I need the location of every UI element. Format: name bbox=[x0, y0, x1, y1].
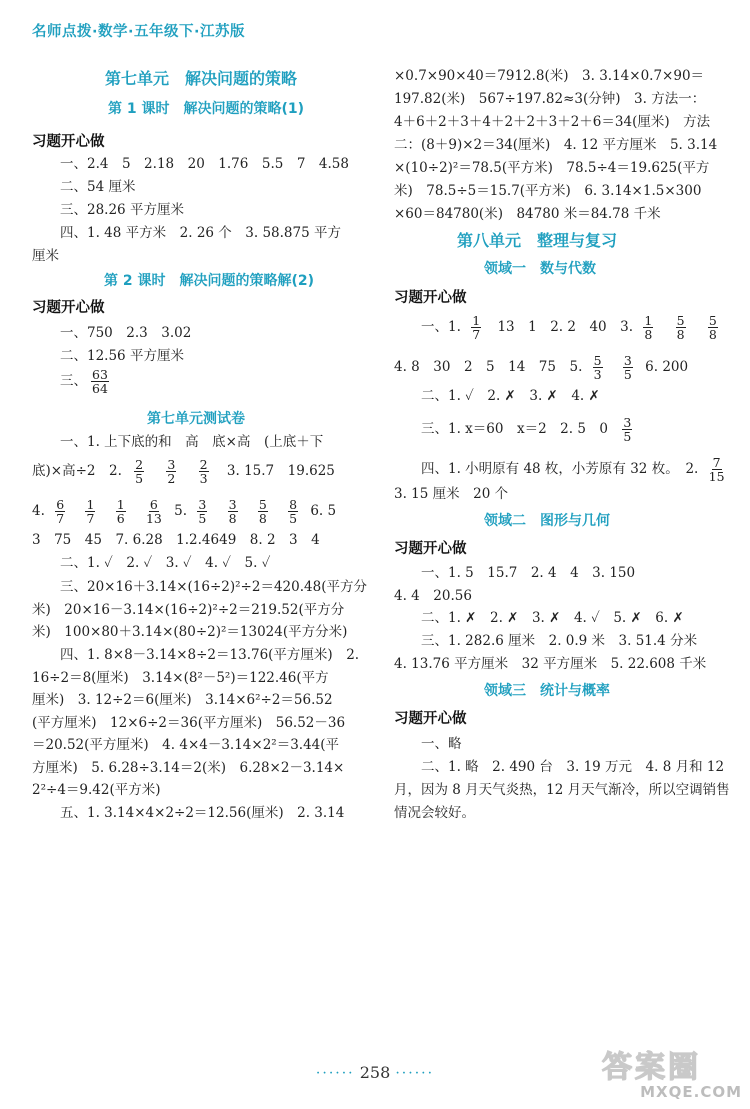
answer-line: 4. 13.76 平方厘米 32 平方厘米 5. 22.608 千米 bbox=[394, 656, 707, 672]
answer-line: 厘米) 3. 12÷2＝6(厘米) 3.14×6²÷2＝56.52 bbox=[32, 692, 333, 708]
answer-line: 二、1. 略 2. 490 台 3. 19 万元 4. 8 月和 12 bbox=[421, 759, 725, 775]
page-number-text: 258 bbox=[359, 1063, 391, 1082]
test-title: 第七单元测试卷 bbox=[147, 411, 245, 427]
answer-line: 方厘米) 5. 6.28÷3.14＝2(米) 6.28×2－3.14× bbox=[32, 760, 345, 776]
answer-line: 三、1. x＝60 x＝2 2. 5 0 $\frac{3}{5}$ bbox=[421, 415, 632, 444]
answer-line: 米) 100×80＋3.14×(80÷2)²＝13024(平方分米) bbox=[32, 624, 348, 640]
unit8-title: 第八单元 整理与复习 bbox=[457, 231, 618, 250]
answer-line: 一、1. 5 15.7 2. 4 4 3. 150 bbox=[421, 565, 636, 581]
watermark-logo: 答案圈 bbox=[602, 1050, 701, 1085]
answer-line: 一、1. 上下底的和 高 底×高 (上底＋下 bbox=[60, 434, 324, 450]
answer-line: ×60＝84780(米) 84780 米＝84.78 千米 bbox=[394, 206, 661, 222]
answer-line: 月，因为 8 月天气炎热，12 月天气渐冷，所以空调销售 bbox=[394, 782, 730, 798]
answer-line: 4＋6＋2＋3＋4＋2＋2＋3＋2＋6＝34(厘米) 方法 bbox=[394, 114, 711, 130]
fraction: $\frac{63}{64}$ bbox=[92, 367, 108, 396]
answer-line: 197.82(米) 567÷197.82≈3(分钟) 3. 方法一： bbox=[394, 91, 706, 107]
answer-line: 一、略 bbox=[421, 736, 462, 752]
answer-line: 米) 20×16－3.14×(16÷2)²÷2＝219.52(平方分 bbox=[32, 602, 345, 618]
answer-line: 情况会较好。 bbox=[394, 805, 475, 821]
answer-line: 4. $\frac{6}{7}$ $\frac{1}{7}$ $\frac{1}{6}$ $\frac{6}{13}$ 5. $\frac{3}{5}$ $\frac{3}{8}$ $\frac{5}{8}$ $\frac{8}{5}$ 6. 5 bbox=[32, 497, 337, 526]
answer-line: 二：(8＋9)×2＝34(厘米) 4. 12 平方厘米 5. 3.14 bbox=[394, 137, 718, 153]
dots-right-icon: ······ bbox=[395, 1065, 435, 1082]
answer-line: 3 75 45 7. 6.28 1.2.4649 8. 2 3 4 bbox=[32, 532, 320, 548]
lesson2-title: 第 2 课时 解决问题的策略解(2) bbox=[104, 273, 315, 289]
answer-line: 三、 $\frac{63}{64}$ bbox=[60, 367, 108, 396]
section-heading: 习题开心做 bbox=[32, 300, 105, 316]
answer-line: ＝20.52(平方厘米) 4. 4×4－3.14×2²＝3.44(平 bbox=[32, 737, 340, 753]
answer-line: 一、2.4 5 2.18 20 1.76 5.5 7 4.58 bbox=[60, 156, 349, 172]
answer-line: 四、1. 48 平方米 2. 26 个 3. 58.875 平方 bbox=[60, 225, 341, 241]
section-heading: 习题开心做 bbox=[394, 711, 467, 727]
answer-line: 五、1. 3.14×4×2÷2＝12.56(厘米) 2. 3.14 bbox=[60, 805, 345, 821]
answer-line: 三、28.26 平方厘米 bbox=[60, 202, 184, 218]
answer-line: 4. 4 20.56 bbox=[394, 588, 472, 604]
answer-line: (平方厘米) 12×6÷2＝36(平方厘米) 56.52－36 bbox=[32, 715, 346, 731]
lesson1-title: 第 1 课时 解决问题的策略(1) bbox=[108, 101, 305, 117]
watermark bbox=[602, 1052, 742, 1104]
section-heading: 习题开心做 bbox=[394, 541, 467, 557]
domain1-title: 领域一 数与代数 bbox=[484, 261, 596, 277]
answer-line: 二、1. ✗ 2. ✗ 3. ✗ 4. ✓ 5. ✗ 6. ✗ bbox=[421, 610, 684, 626]
answer-line: 底)×高÷2 2. $\frac{2}{5}$ $\frac{3}{2}$ $\frac{2}{3}$ 3. 15.7 19.625 bbox=[32, 457, 335, 486]
watermark-url: MXQE.COM bbox=[640, 1083, 742, 1101]
running-header: 名师点拨·数学·五年级下·江苏版 bbox=[32, 24, 246, 40]
answer-line: 米) 78.5÷5＝15.7(平方米) 6. 3.14×1.5×300 bbox=[394, 183, 702, 199]
dots-left-icon: ······ bbox=[315, 1065, 355, 1082]
answer-line: 三、20×16＋3.14×(16÷2)²÷2＝420.48(平方分 bbox=[60, 579, 367, 595]
domain2-title: 领域二 图形与几何 bbox=[484, 513, 610, 529]
domain3-title: 领域三 统计与概率 bbox=[484, 683, 610, 699]
answer-line: ×(10÷2)²＝78.5(平方米) 78.5÷4＝19.625(平方 bbox=[394, 160, 710, 176]
answer-line: 4. 8 30 2 5 14 75 5. $\frac{5}{3}$ $\frac{3}{5}$ 6. 200 bbox=[394, 353, 689, 382]
section-heading: 习题开心做 bbox=[394, 290, 467, 306]
answer-line: 一、750 2.3 3.02 bbox=[60, 325, 192, 341]
section-heading: 习题开心做 bbox=[32, 134, 105, 150]
answer-line: 3. 15 厘米 20 个 bbox=[394, 486, 509, 502]
answer-line: 四、1. 8×8－3.14×8÷2＝13.76(平方厘米) 2. bbox=[60, 647, 360, 663]
answer-line: 一、1. $\frac{1}{7}$ 13 1 2. 2 40 3. $\frac{1}{8}$ $\frac{5}{8}$ $\frac{5}{8}$ bbox=[421, 313, 717, 342]
answer-line: 厘米 bbox=[32, 248, 59, 264]
answer-line: 16÷2＝8(厘米) 3.14×(8²－5²)＝122.46(平方 bbox=[32, 670, 329, 686]
answer-line: 三、1. 282.6 厘米 2. 0.9 米 3. 51.4 分米 bbox=[421, 633, 698, 649]
answer-line: 二、12.56 平方厘米 bbox=[60, 348, 184, 364]
answer-line: 二、54 厘米 bbox=[60, 179, 136, 195]
answer-line: 2²÷4＝9.42(平方米) bbox=[32, 782, 161, 798]
answer-line: 二、1. ✓ 2. ✓ 3. ✓ 4. ✓ 5. ✓ bbox=[60, 555, 271, 571]
answer-line: 四、1. 小明原有 48 枚，小芳原有 32 枚。 2. $\frac{7}{15}$ bbox=[421, 455, 725, 484]
unit7-title: 第七单元 解决问题的策略 bbox=[105, 69, 298, 88]
answer-line: ×0.7×90×40＝7912.8(米) 3. 3.14×0.7×90＝ bbox=[394, 68, 705, 84]
answer-line: 二、1. ✓ 2. ✗ 3. ✗ 4. ✗ bbox=[421, 388, 600, 404]
